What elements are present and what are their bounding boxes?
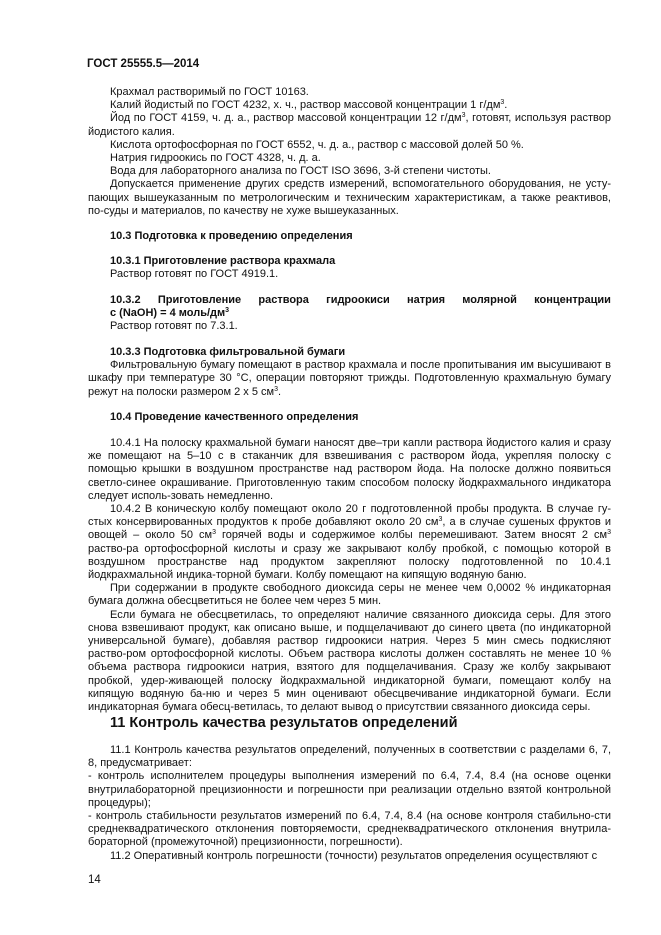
reagent-allowance-paragraph: Допускается применение других средств измерений, вспомогательного оборудования, не усту-пающих вышеуказанным по метрологическим и техническим характеристикам, а также реактивов, по-суды и материалов, по качеству не хуже вышеуказанных. [88,178,611,217]
section-11-title: 11 Контроль качества результатов определений [110,715,458,731]
bullet-procedure-control: - контроль исполнителем процедуры выполнения измерений по 6.4, 7.4, 8.4 (на основе оценки внутрилабораторной прецизионности и погрешности при реализации отдельно взятой контрольной процедуры); [88,770,611,809]
reagent-starch: Крахмал растворимый по ГОСТ 10163. [110,86,309,98]
reagent-iodine: Йод по ГОСТ 4159, ч. д. а., раствор массовой концентрации 12 $г/дм^3$, готовят, используя раствор йодистого калия. [88,112,611,138]
section-10-3-3 [88,346,611,399]
section-10-3-2-text: Раствор готовят по 7.3.1. [110,320,238,333]
section-10-4-title: 10.4 Проведение качественного определения [110,411,359,423]
reagent-sodium-hydroxide: Натрия гидроокись по ГОСТ 4328, ч. д. а. [110,152,321,165]
section-10-3-1 [88,255,611,281]
reagent-list [88,86,611,218]
section-10-4-body [88,437,611,714]
paragraph-free-dioxide: При содержании в продукте свободного диоксида серы не менее чем 0,0002 % индикаторная бумага должна обесцветиться не более чем через 5 мин. [88,582,611,608]
section-10-3-1-text: Раствор готовят по ГОСТ 4919.1. [110,268,279,281]
section-10-3-1-title: 10.3.1 Приготовление раствора крахмала [110,255,336,267]
paragraph-bound-dioxide: Если бумага не обесцветилась, то определяют наличие связанного диоксида серы. Для этого снова взвешивают продукт, как описано выше, и подщелачивают до синего цвета (по индикаторной универсальной бумаге), добавляя раствор гидроокиси натрия. Через 5 мин смесь подкисляют раство-ром ортофосфорной кислоты. Объем раствора кислоты должен составлять не менее 10 % объема раствора гидроокиси натрия, взятого для подщелачивания. Сразу же колбу закрывают пробкой, удер-живающей полоску йодкрахмальной индикаторной бумаги, помещают колбу на кипящую водяную ба-ню и через 5 мин оценивают обесцвечивание индикаторной бумаги. Если индикаторная бумага обесц-ветилась, то делают вывод о присутствии связанного диоксида серы. [88,608,611,714]
bullet-stability-control: - контроль стабильности результатов измерений по 6.4, 7.4, 8.4 (на основе контроля стабильно-сти среднеквадратического отклонения повторяемости, среднеквадратического отклонения внутрила-бораторной (промежуточной) прецизионности, погрешности). [88,810,611,849]
reagent-water: Вода для лабораторного анализа по ГОСТ ISO 3696, 3-й степени чистоты. [110,165,491,178]
paragraph-10-4-1: 10.4.1 На полоску крахмальной бумаги наносят две–три капли раствора йодистого калия и сразу же помещают на 5–10 с в стаканчик для взвешивания с раствором йода, укрепляя полоску с помощью крышки в воздушном пространстве над раствором йода. На полоске должно появиться светло-синее окрашивание. Приготовленную таким способом полоску йодкрахмального индикатора следует исполь-зовать немедленно. [88,437,611,502]
paragraph-11-1: 11.1 Контроль качества результатов определений, полученных в соответствии с разделами 6, 7, 8, предусматривает: [88,744,611,770]
section-10-3-2 [88,294,611,334]
page-number: 14 [88,874,101,886]
section-11 [88,714,611,732]
section-10-3-2-title-line2: с (NaOH) = 4 моль/$дм^3$ [110,307,230,320]
section-11-body [88,744,611,863]
reagent-phosphoric-acid: Кислота ортофосфорная по ГОСТ 6552, ч. д. а., раствор с массовой долей 50 %. [110,138,524,151]
paragraph-11-2: 11.2 Оперативный контроль погрешности (точности) результатов определения осуществляют с [110,849,598,862]
section-10-3-3-title: 10.3.3 Подготовка фильтровальной бумаги [110,346,346,358]
section-10-4 [88,411,611,424]
reagent-potassium-iodide: Калий йодистый по ГОСТ 4232, х. ч., раствор массовой концентрации 1 $г/дм^3$. [110,99,508,112]
paragraph-10-4-2: 10.4.2 В коническую колбу помещают около 20 г подготовленной пробы продукта. В случае гу-стых консервированных продуктов к пробе добавляют около 20 $см^3$, а в случае сушеных фруктов и овощей – около 50 $см^3$ горячей воды и содержимое колбы перемешивают. Затем вносят 2 $см^3$ раство-ра ортофосфорной кислоты и сразу же закрывают колбу пробкой, с помощью которой в воздушном пространстве над продуктом закрепляют полоску подготовленной по 10.4.1 йодкрахмальной индика-торной бумаги. Колбу помещают на кипящую водяную баню. [88,503,611,582]
section-10-3-title: 10.3 Подготовка к проведению определения [110,230,353,242]
section-10-3-2-title: 10.3.2 Приготовление раствора гидроокиси натрия молярной концентрации [110,294,611,306]
section-10-3 [88,230,611,243]
standard-header: ГОСТ 25555.5—2014 [87,58,200,70]
section-10-3-3-text: Фильтровальную бумагу помещают в раствор крахмала и после пропитывания им высушивают в шкафу при температуре 30 °С, операции повторяют трижды. Подготовленную крахмальную бумагу режут на полоски размером 2 х 5 $см^3$. [88,359,611,398]
